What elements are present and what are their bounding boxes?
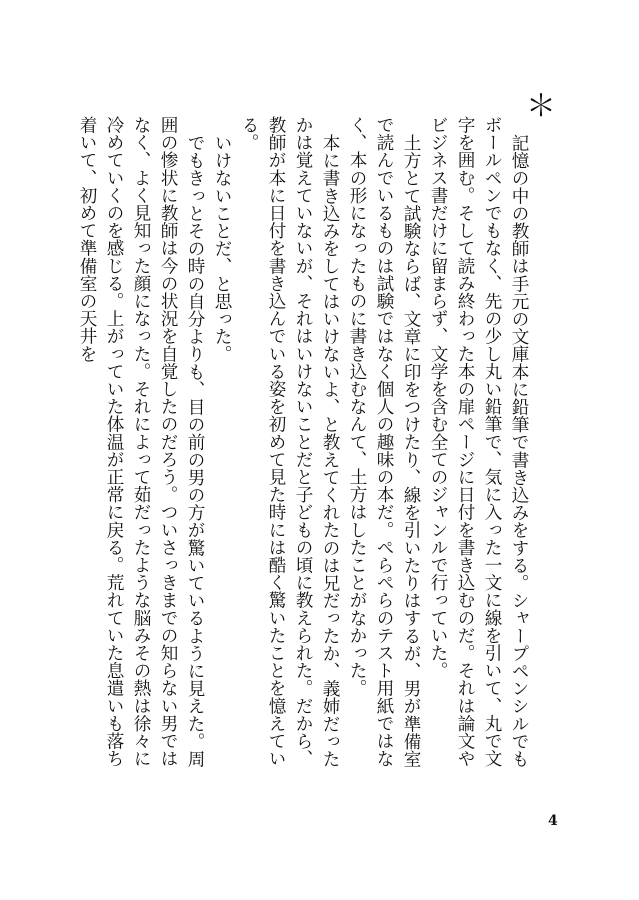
section-break-asterisk: ＊: [526, 89, 556, 124]
paragraph-5: でもきっとその時の自分よりも、目の前の男の方が驚いているように見えた。周囲の惨状に教師は今の状況を自覚したのだろう。ついさっきまでの知らない男ではなく、よく見知った顔になった。それによって茹だったような脳みその熱は徐々に冷めていくのを感じる。上がっていた体温が正常に戻る。荒れていた息遣いも落ち着いて、初めて準備室の天井を: [77, 116, 205, 768]
paragraph-1: 記憶の中の教師は手元の文庫本に鉛筆で書き込みをする。シャープペンシルでもボールペンでもなく、先の少し丸い鉛筆で、気に入った一文に線を引いて、丸で文字を囲む。そして読み終わった本の扉ページに日付を書き込むのだ。それは論文やビジネス書だけに留まらず、文学を含む全てのジャンルで行っていた。: [428, 116, 529, 768]
paragraph-4: いけないことだ、と思った。: [212, 133, 232, 363]
paragraph-2: 土方とて試験ならば、文章に印をつけたり、線を引いたりはするが、男が準備室で読んでいるものは試験ではなく個人の趣味の本だ。ぺらぺらのテスト用紙ではなく、本の形になったものに書き込むなんて、土方はしたことがなかった。: [347, 116, 421, 768]
paragraph-3: 本に書き込みをしてはいけないよ、と教えてくれたのは兄だったか、義姉だったかは覚えていないが、それはいけないことだと子どもの頃に教えられた。だから、教師が本に日付を書き込んでいる姿を初めて見た時には酷く驚いたことを憶えている。: [239, 116, 340, 768]
page-number: 4: [548, 813, 558, 829]
vertical-body-text: [77, 116, 532, 776]
